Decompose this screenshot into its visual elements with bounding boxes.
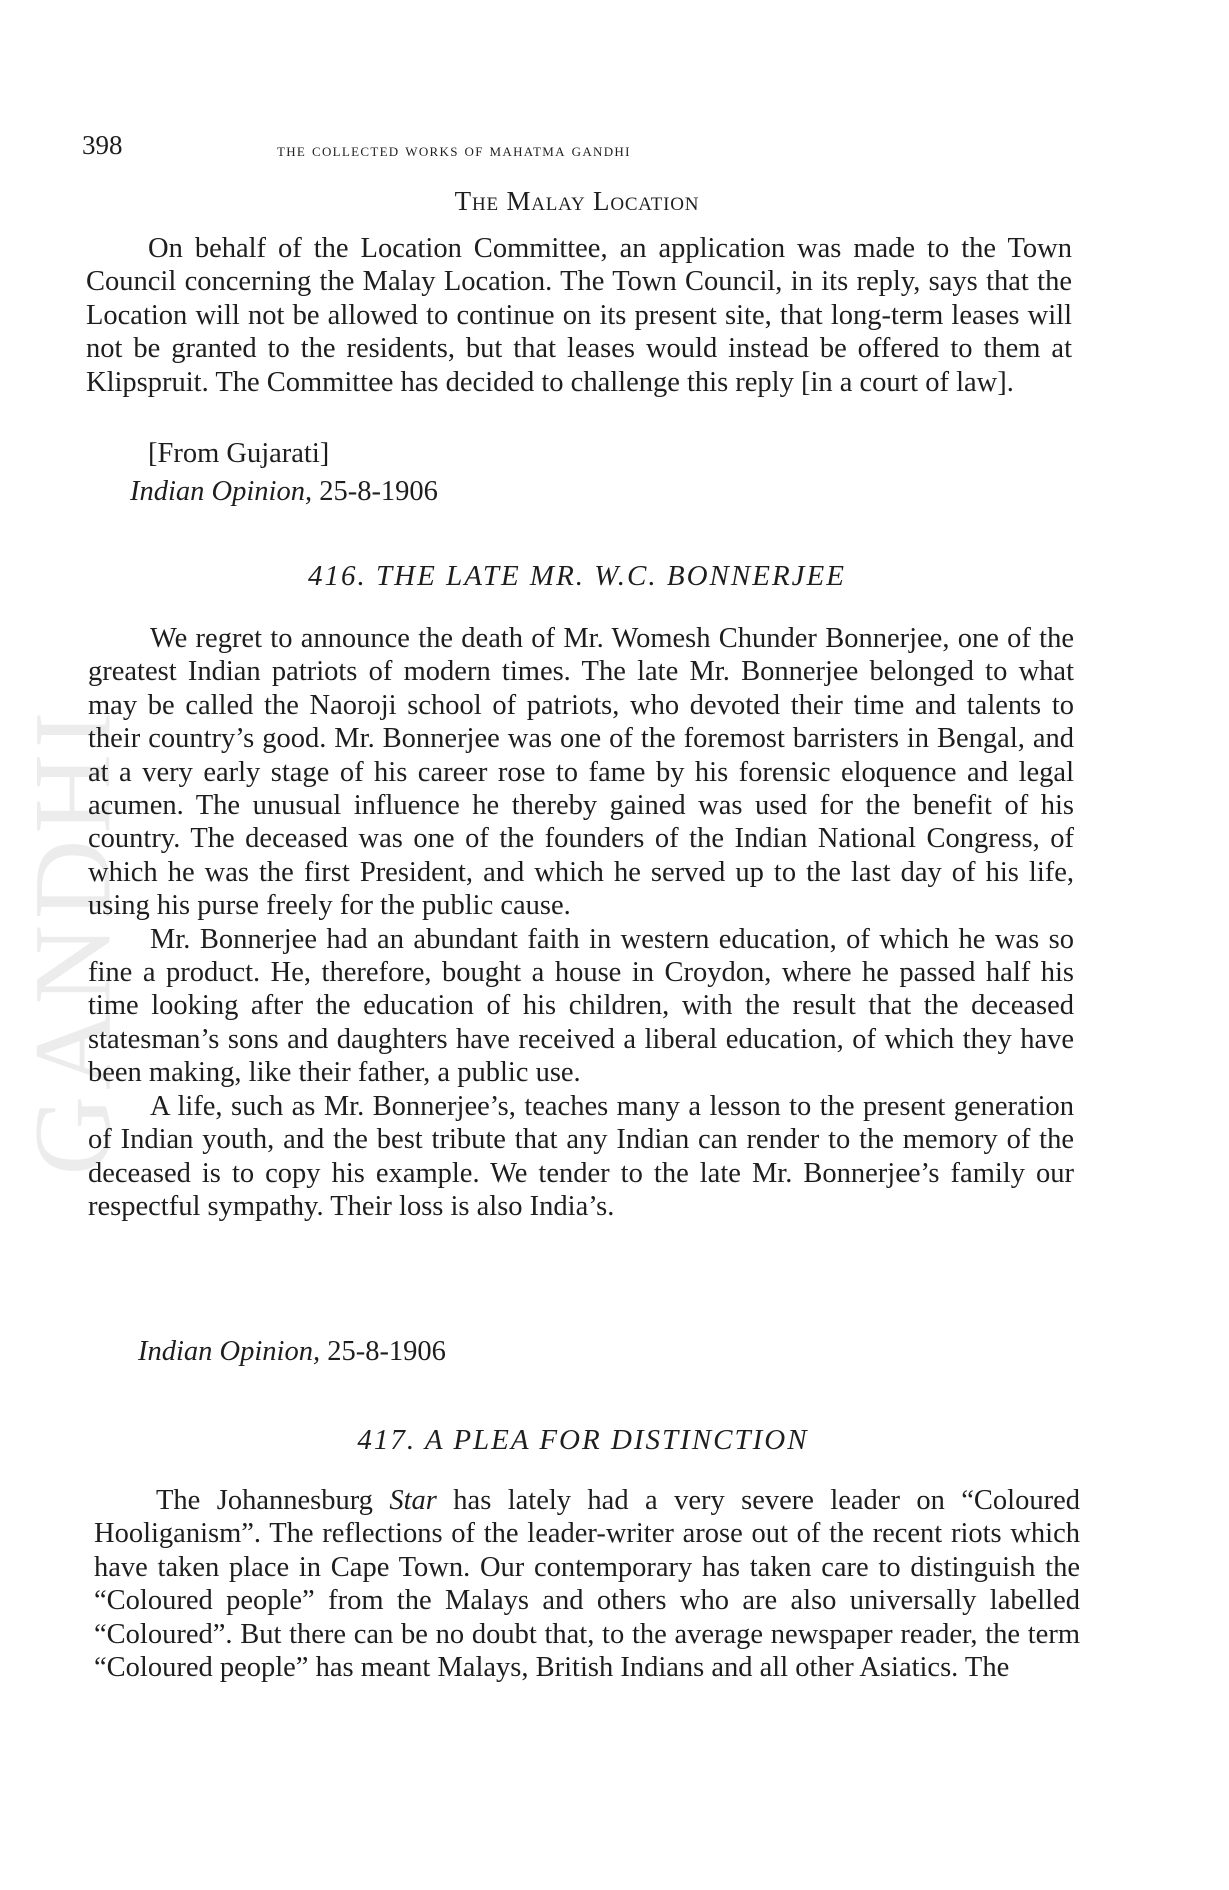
newspaper-name: Star xyxy=(389,1485,437,1516)
article-416-paragraph-1: We regret to announce the death of Mr. Womesh Chunder Bonnerjee, one of the greatest Indian patriots of modern times. The late Mr. Bonnerjee belonged to what may be called the Naoroji school of patriots, who devoted their time and talents to their country’s good. Mr. Bonnerjee was one of the foremost barristers in Bengal, and at a very early stage of his career rose to fame by his forensic eloquence and legal acumen. The unusual influence he thereby gained was used for the benefit of his country. The deceased was one of the founders of the Indian National Congress, of which he was the first President, and which he served up to the last day of his life, using his purse freely for the public cause. xyxy=(88,623,1074,922)
article-417-body xyxy=(94,1484,1080,1684)
publication-name: Indian Opinion, xyxy=(138,1336,321,1367)
article-416-paragraph-3: A life, such as Mr. Bonnerjee’s, teaches many a lesson to the present generation of Indian youth, and the best tribute that any Indian can render to the memory of the deceased is to copy his example. We tender to the late Mr. Bonnerjee’s family our respectful sympathy. Their loss is also India’s. xyxy=(88,1090,1074,1222)
article-416-body xyxy=(88,622,1074,1223)
publication-date: 25-8-1906 xyxy=(319,476,438,507)
article-title-417: 417. A PLEA FOR DISTINCTION xyxy=(357,1424,809,1456)
article-416-paragraph-2: Mr. Bonnerjee had an abundant faith in western education, of which he was so fine a product. He, therefore, bought a house in Croydon, where he passed half his time looking after the education of his children, with the result that the deceased statesman’s sons and daughters have received a liberal education, of which they have been making, like their father, a public use. xyxy=(88,923,1074,1089)
section-title-malay-location: The Malay Location xyxy=(454,186,700,216)
paragraph-text-rest: has lately had a very severe leader on “Coloured Hooliganism”. The reflections of the leader-writer arose out of the recent riots which have taken place in Cape Town. Our contemporary has taken care to distinguish the “Coloured people” from the Malays and others who are also universally labelled “Coloured”. But there can be no doubt that, to the average newspaper reader, the term “Coloured people” has meant Malays, British Indians and all other Asiatics. The xyxy=(94,1485,1080,1684)
source-citation-1 xyxy=(130,476,438,508)
running-header xyxy=(82,130,1062,170)
paragraph-text-start: The Johannesburg xyxy=(156,1485,390,1516)
source-citation-2 xyxy=(138,1336,446,1368)
article-417-paragraph-1 xyxy=(94,1484,1080,1684)
malay-location-paragraph: On behalf of the Location Committee, an application was made to the Town Council concerning the Malay Location. The Town Council, in its reply, says that the Location will not be allowed to continue on its present site, that long-term leases will not be granted to the residents, but that leases would instead be offered to them at Klipspruit. The Committee has decided to challenge this reply [in a court of law]. xyxy=(86,233,1072,398)
publication-date: 25-8-1906 xyxy=(327,1336,446,1367)
page-number: 398 xyxy=(82,130,123,160)
article-title-416: 416. THE LATE MR. W.C. BONNERJEE xyxy=(308,560,846,592)
malay-location-block xyxy=(86,232,1072,399)
source-note-gujarati: [From Gujarati] xyxy=(148,438,330,469)
watermark-text: GANDHI xyxy=(11,705,134,1175)
publication-name: Indian Opinion, xyxy=(130,476,313,507)
book-title: the collected works of mahatma gandhi xyxy=(277,140,631,160)
